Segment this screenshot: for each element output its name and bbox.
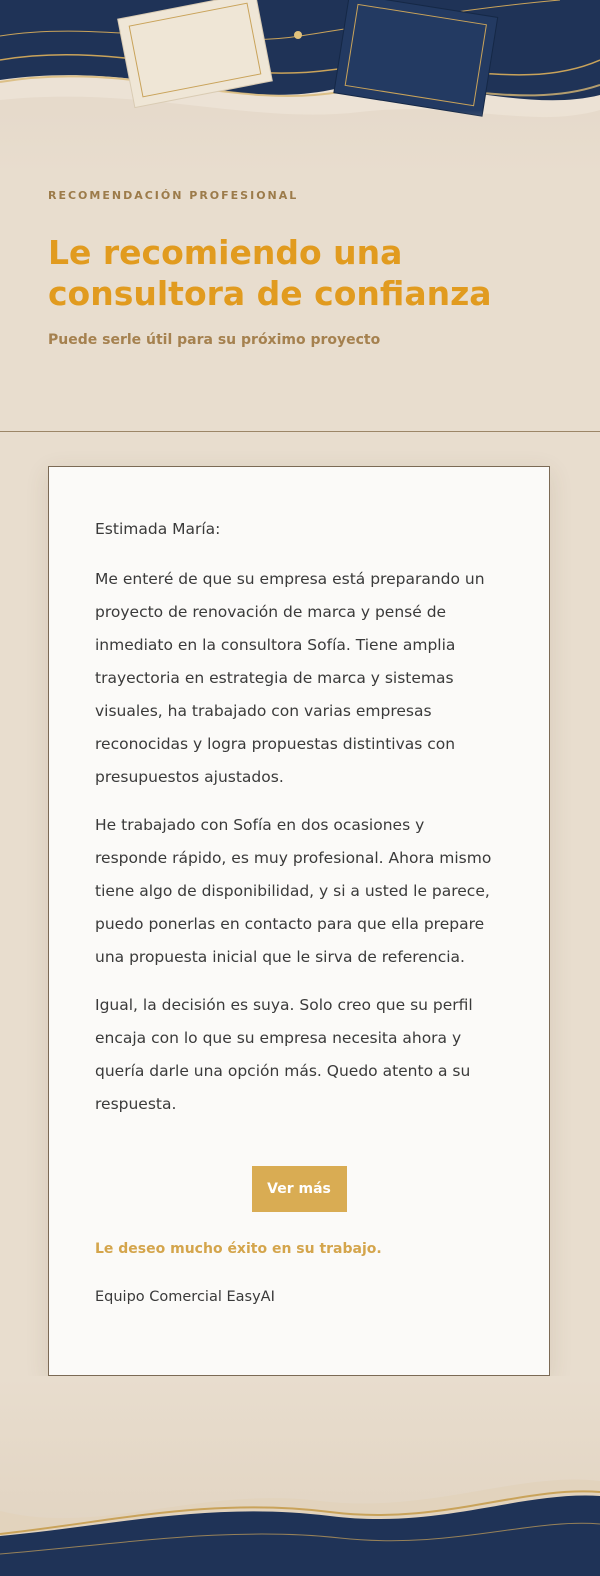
closing-line: Le deseo mucho éxito en su trabajo. <box>95 1241 382 1257</box>
header-decoration <box>0 0 600 175</box>
section-divider <box>0 431 600 432</box>
cta-container <box>49 1166 549 1212</box>
letter-body <box>95 513 495 1136</box>
footer-decoration <box>0 1376 600 1576</box>
letter-greeting: Estimada María: <box>95 520 221 538</box>
signature: Equipo Comercial EasyAI <box>95 1289 275 1305</box>
page-subtitle: Puede serle útil para su próximo proyecto <box>48 332 381 348</box>
letter-paragraph: Me enteré de que su empresa está preparando un proyecto de renovación de marca y pensé de inmediato en la consultora Sofía. Tiene amplia trayectoria en estrategia de marca y sistemas visuales, ha trabajado con varias empresas reconocidas y logra propuestas distintivas con presupuestos ajustados. <box>95 570 485 786</box>
ver-mas-button[interactable]: Ver más <box>252 1166 347 1212</box>
letter-paragraph: He trabajado con Sofía en dos ocasiones y responde rápido, es muy profesional. Ahora mismo tiene algo de disponibilidad, y si a usted le parece, puedo ponerlas en contacto para que ella prepare una propuesta inicial que le sirva de referencia. <box>95 816 492 966</box>
hero-section <box>48 189 558 348</box>
eyebrow-label: RECOMENDACIÓN PROFESIONAL <box>48 189 299 202</box>
letter-card <box>48 466 550 1376</box>
page-title: Le recomiendo una consultora de confianza <box>48 233 492 313</box>
letter-paragraph: Igual, la decisión es suya. Solo creo que su perfil encaja con lo que su empresa necesita ahora y quería darle una opción más. Quedo atento a su respuesta. <box>95 996 473 1113</box>
